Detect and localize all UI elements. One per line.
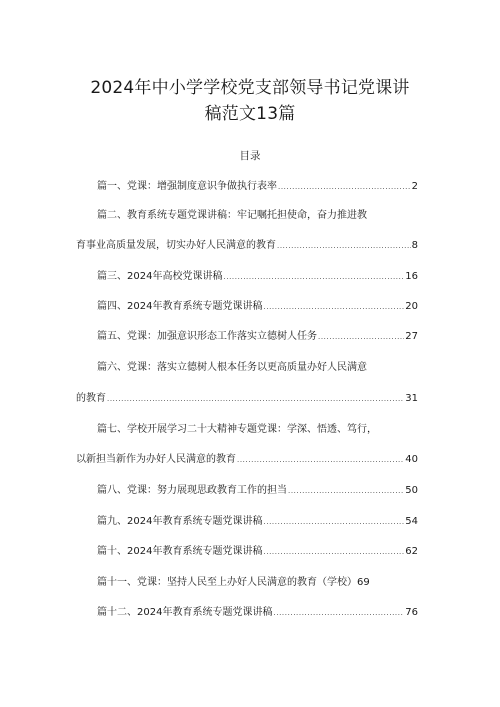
toc-entry-page: 2 [411, 181, 418, 192]
toc-heading: 目录 [239, 150, 261, 162]
toc-entry-title: 篇十二、2024年教育系统专题党课讲稿 [97, 607, 273, 618]
toc-entry-page: 16 [405, 271, 418, 282]
toc-leader-dots [263, 545, 404, 559]
toc-entry-4[interactable] [97, 300, 418, 314]
toc-entry-5[interactable] [97, 330, 418, 344]
toc-leader-dots [278, 180, 411, 194]
toc-entry-title: 篇八、党课：努力展现思政教育工作的担当 [97, 485, 287, 496]
toc-entry-12[interactable] [97, 606, 418, 620]
toc-entry-2-line1[interactable]: 篇二、教育系统专题党课讲稿：牢记嘱托担使命，奋力推进教 [97, 210, 367, 221]
toc-leader-dots [223, 270, 404, 284]
toc-entry-9[interactable] [97, 515, 418, 529]
toc-entry-page: 76 [405, 607, 418, 618]
document-title-line1: 2024年中小学学校党支部领导书记党课讲 [90, 78, 410, 98]
toc-entry-1[interactable] [97, 180, 418, 194]
toc-entry-6-line1[interactable]: 篇六、党课：落实立德树人根本任务以更高质量办好人民满意 [97, 362, 367, 373]
toc-entry-page: 20 [405, 301, 418, 312]
toc-entry-page: 40 [405, 454, 418, 465]
document-title-line2: 稿范文13篇 [204, 104, 296, 124]
toc-entry-title: 篇九、2024年教育系统专题党课讲稿 [97, 516, 263, 527]
toc-entry-page: 50 [405, 485, 418, 496]
toc-entry-title: 篇一、党课：增强制度意识争做执行表率 [97, 181, 277, 192]
toc-leader-dots [263, 515, 404, 529]
toc-entry-title: 篇十、2024年教育系统专题党课讲稿 [97, 546, 263, 557]
toc-entry-7[interactable] [76, 453, 418, 467]
toc-entry-11[interactable]: 篇十一、党课：坚持人民至上办好人民满意的教育（学校）69 [97, 577, 370, 588]
toc-leader-dots [107, 392, 404, 406]
toc-entry-6[interactable] [76, 392, 418, 406]
toc-leader-dots [288, 484, 404, 498]
toc-entry-3[interactable] [97, 270, 418, 284]
toc-entry-page: 62 [405, 546, 418, 557]
toc-entry-10[interactable] [97, 545, 418, 559]
toc-entry-page: 54 [405, 516, 418, 527]
toc-entry-7-line1[interactable]: 篇七、学校开展学习二十大精神专题党课：学深、悟透、笃行， [97, 424, 377, 435]
toc-entry-title: 篇四、2024年教育系统专题党课讲稿 [97, 301, 263, 312]
toc-entry-title: 的教育 [76, 393, 106, 404]
toc-entry-title: 育事业高质量发展，切实办好人民满意的教育 [76, 240, 276, 251]
toc-entry-title: 以新担当新作为办好人民满意的教育 [76, 454, 236, 465]
toc-entry-page: 8 [411, 240, 418, 251]
toc-leader-dots [273, 606, 404, 620]
toc-leader-dots [263, 300, 404, 314]
toc-leader-dots [318, 330, 404, 344]
toc-leader-dots [237, 453, 404, 467]
toc-entry-2[interactable] [76, 239, 418, 253]
toc-entry-title: 篇五、党课：加强意识形态工作落实立德树人任务 [97, 331, 317, 342]
toc-entry-page: 27 [405, 331, 418, 342]
toc-leader-dots [277, 239, 411, 253]
toc-entry-page: 31 [405, 393, 418, 404]
toc-entry-8[interactable] [97, 484, 418, 498]
toc-entry-title: 篇三、2024年高校党课讲稿 [97, 271, 223, 282]
